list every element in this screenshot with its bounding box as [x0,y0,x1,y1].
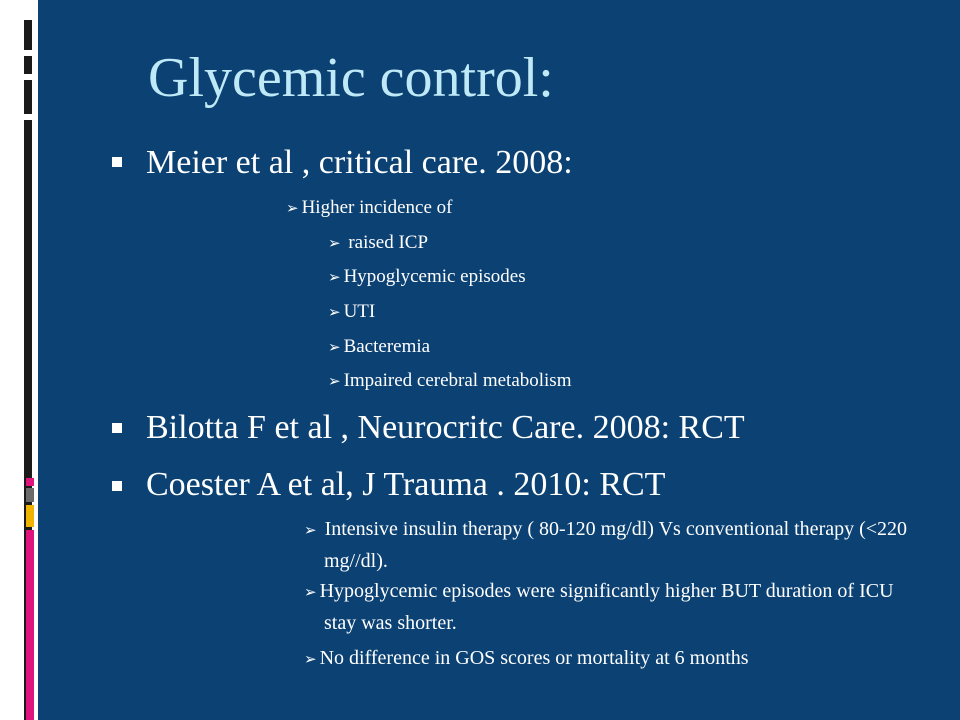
sub-item [304,643,924,675]
sub-item-text: Intensive insulin therapy ( 80-120 mg/dl) Vs conventional therapy (<220 mg//dl). [324,518,908,572]
arrow-bullet-icon: ➢ [328,270,341,286]
sub-item-text: Impaired cerebral metabolism [343,370,572,391]
arrow-bullet-icon: ➢ [286,201,299,217]
sub-item [304,576,924,638]
sub-item-text: Hypoglycemic episodes [343,266,526,287]
arrow-bullet-icon: ➢ [328,305,341,321]
slide-title: Glycemic control: [148,47,554,109]
sub-item [286,197,452,219]
bullet-coester: Coester A et al, J Trauma . 2010: RCT [146,466,666,503]
deco-square [26,488,34,502]
sub-item-text: UTI [343,301,376,322]
left-edge-decoration [0,0,38,720]
sub-item-text: raised ICP [343,232,429,253]
sub-item [304,514,924,576]
sub-item [328,301,375,323]
bullet-marker [112,481,122,491]
sub-item-text: Higher incidence of [301,197,453,218]
sub-item-text: No difference in GOS scores or mortality at 6 months [319,647,749,669]
deco-bar [24,20,32,50]
deco-bar [24,80,32,114]
bullet-marker [112,157,122,167]
sub-item-text: Hypoglycemic episodes were significantly higher BUT duration of ICU stay was shorter. [319,580,894,634]
sub-item [328,232,428,254]
arrow-bullet-icon: ➢ [328,340,341,356]
arrow-bullet-icon: ➢ [304,652,317,668]
deco-bar [24,56,32,74]
bullet-bilotta: Bilotta F et al , Neurocritc Care. 2008: RCT [146,409,745,446]
arrow-bullet-icon: ➢ [304,585,317,601]
bullet-meier: Meier et al , critical care. 2008: [146,144,573,181]
deco-bar [26,530,34,720]
arrow-bullet-icon: ➢ [304,523,317,539]
arrow-bullet-icon: ➢ [328,374,341,390]
bullet-marker [112,423,122,433]
sub-item [328,336,430,358]
deco-square [26,505,34,527]
sub-item [328,370,571,392]
deco-square [26,478,34,486]
arrow-bullet-icon: ➢ [328,236,341,252]
sub-item-text: Bacteremia [343,336,431,357]
sub-item [328,266,526,288]
